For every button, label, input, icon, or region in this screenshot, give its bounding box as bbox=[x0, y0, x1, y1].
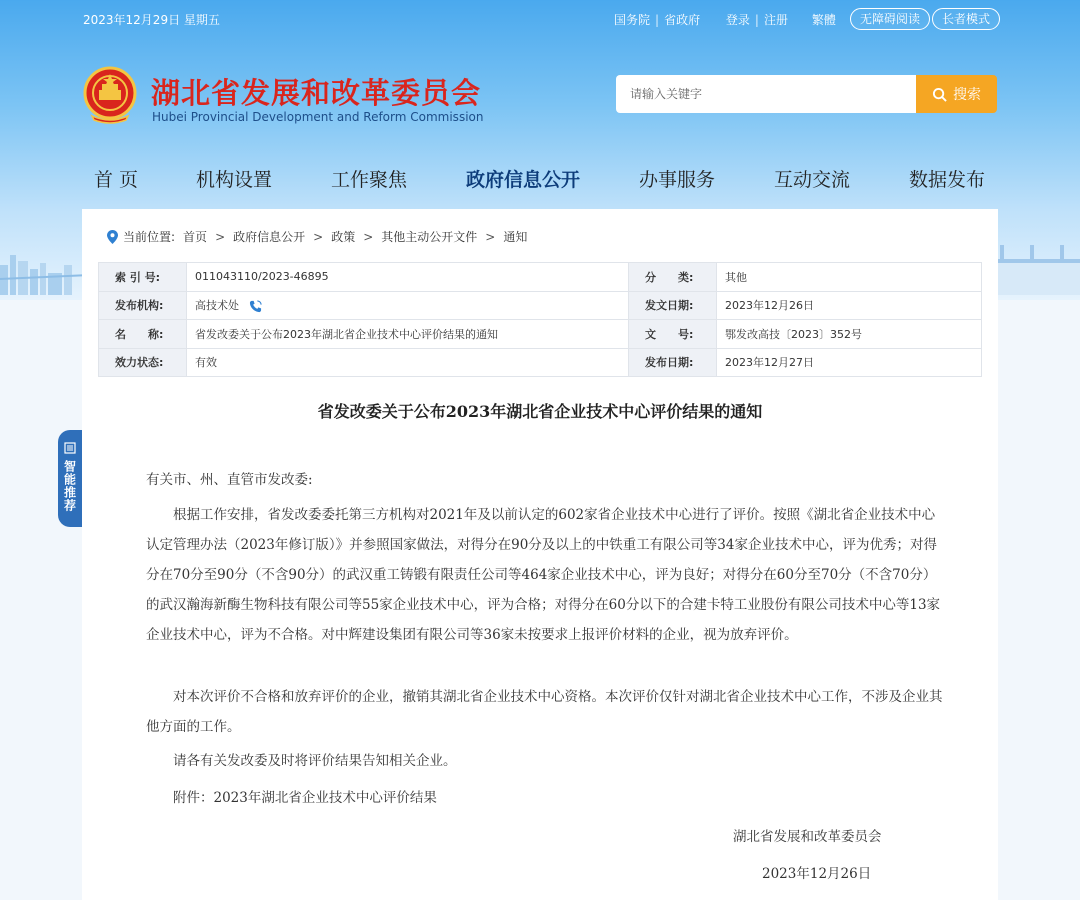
current-date: 2023年12月29日 星期五 bbox=[83, 13, 220, 27]
breadcrumb-prefix: 当前位置: bbox=[123, 230, 176, 244]
nav-home[interactable]: 首 页 bbox=[94, 169, 139, 191]
search-icon bbox=[932, 87, 947, 102]
table-row bbox=[99, 320, 982, 349]
menu-list-icon bbox=[64, 442, 76, 454]
meta-value: 高技术处 bbox=[195, 299, 239, 313]
attachment-link[interactable]: 附件：2023年湖北省企业技术中心评价结果 bbox=[173, 790, 437, 806]
table-row bbox=[99, 263, 982, 292]
meta-value-with-phone bbox=[187, 291, 629, 320]
nav-data-release[interactable]: 数据发布 bbox=[909, 169, 986, 191]
breadcrumb-home[interactable]: 首页 bbox=[183, 230, 208, 244]
elder-mode-button[interactable]: 长者模式 bbox=[932, 8, 1000, 30]
meta-label: 发布机构: bbox=[99, 291, 187, 320]
meta-label: 效力状态: bbox=[99, 348, 187, 377]
phone-icon[interactable] bbox=[249, 300, 262, 313]
link-provincial-gov[interactable]: 省政府 bbox=[664, 13, 701, 27]
meta-value: 有效 bbox=[187, 348, 629, 377]
meta-label: 文 号: bbox=[629, 320, 717, 349]
nav-organization[interactable]: 机构设置 bbox=[196, 169, 273, 191]
top-links: 国务院 | 省政府 登录 | 注册 繁體 bbox=[614, 13, 836, 27]
table-row bbox=[99, 348, 982, 377]
meta-value: 其他 bbox=[717, 263, 982, 292]
site-title: 湖北省发展和改革委员会 bbox=[151, 76, 482, 110]
breadcrumb: 当前位置: 首页 > 政府信息公开 > 政策 > 其他主动公开文件 > 通知 bbox=[107, 228, 527, 245]
link-traditional[interactable]: 繁體 bbox=[811, 13, 836, 27]
signature-org: 湖北省发展和改革委员会 bbox=[733, 829, 882, 845]
link-register[interactable]: 注册 bbox=[763, 13, 788, 27]
main-nav bbox=[0, 165, 1080, 195]
national-emblem-icon bbox=[82, 66, 138, 124]
meta-value: 鄂发改高技〔2023〕352号 bbox=[717, 320, 982, 349]
meta-value: 省发改委关于公布2023年湖北省企业技术中心评价结果的通知 bbox=[187, 320, 629, 349]
meta-value: 011043110/2023-46895 bbox=[187, 263, 629, 292]
breadcrumb-notice[interactable]: 通知 bbox=[503, 230, 528, 244]
bridge-right bbox=[990, 235, 1080, 295]
meta-label: 分 类: bbox=[629, 263, 717, 292]
link-state-council[interactable]: 国务院 bbox=[614, 13, 651, 27]
nav-services[interactable]: 办事服务 bbox=[639, 169, 716, 191]
link-login[interactable]: 登录 bbox=[725, 13, 750, 27]
body-paragraph: 对本次评价不合格和放弃评价的企业，撤销其湖北省企业技术中心资格。本次评价仅针对湖北省企业技术中心工作，不涉及企业其他方面的工作。 bbox=[146, 689, 943, 735]
body-paragraph: 根据工作安排，省发改委委托第三方机构对2021年及以前认定的602家省企业技术中心进行了评价。按照《湖北省企业技术中心认定管理办法（2023年修订版）》并参照国家做法，对得分在90分及以上的中铁重工有限公司等34家企业技术中心，评为优秀；对得分在70分至90分（不含90分）的武汉重工铸锻有限责任公司等464家企业技术中心，评为良好；对得分在60分至70分（不含70分）的武汉瀚海新酶生物科技有限公司等55家企业技术中心，评为合格；对得分在60分以下的合建卡特工业股份有限公司技术中心等13家企业技术中心，评为不合格。对中辉建设集团有限公司等36家未按要求上报评价材料的企业，视为放弃评价。 bbox=[146, 507, 941, 643]
table-row bbox=[99, 291, 982, 320]
breadcrumb-policy[interactable]: 政策 bbox=[331, 230, 356, 244]
meta-label: 名 称: bbox=[99, 320, 187, 349]
signature-date: 2023年12月26日 bbox=[762, 866, 872, 882]
search-input[interactable] bbox=[616, 75, 916, 113]
nav-work-focus[interactable]: 工作聚焦 bbox=[331, 169, 408, 191]
meta-value: 2023年12月26日 bbox=[717, 291, 982, 320]
search-button[interactable] bbox=[916, 75, 997, 113]
breadcrumb-gov-info[interactable]: 政府信息公开 bbox=[233, 230, 306, 244]
breadcrumb-other-docs[interactable]: 其他主动公开文件 bbox=[381, 230, 478, 244]
search-button-label: 搜索 bbox=[953, 87, 981, 103]
meta-label: 索 引 号: bbox=[99, 263, 187, 292]
accessible-reading-button[interactable]: 无障碍阅读 bbox=[850, 8, 930, 30]
body-paragraph: 请各有关发改委及时将评价结果告知相关企业。 bbox=[173, 753, 457, 769]
location-pin-icon bbox=[107, 230, 118, 244]
smart-recommend-tab[interactable] bbox=[58, 430, 82, 527]
nav-gov-info[interactable]: 政府信息公开 bbox=[466, 169, 581, 191]
salutation: 有关市、州、直管市发改委: bbox=[146, 472, 313, 488]
side-tab-label: 智能推荐 bbox=[62, 460, 77, 512]
city-skyline-left bbox=[0, 235, 90, 295]
site-subtitle: Hubei Provincial Development and Reform Commission bbox=[152, 110, 484, 124]
meta-value: 2023年12月27日 bbox=[717, 348, 982, 377]
meta-label: 发布日期: bbox=[629, 348, 717, 377]
meta-label: 发文日期: bbox=[629, 291, 717, 320]
document-meta-table bbox=[98, 262, 982, 377]
top-bar bbox=[0, 0, 1080, 38]
nav-interaction[interactable]: 互动交流 bbox=[774, 169, 851, 191]
document-title: 省发改委关于公布2023年湖北省企业技术中心评价结果的通知 bbox=[317, 402, 763, 421]
